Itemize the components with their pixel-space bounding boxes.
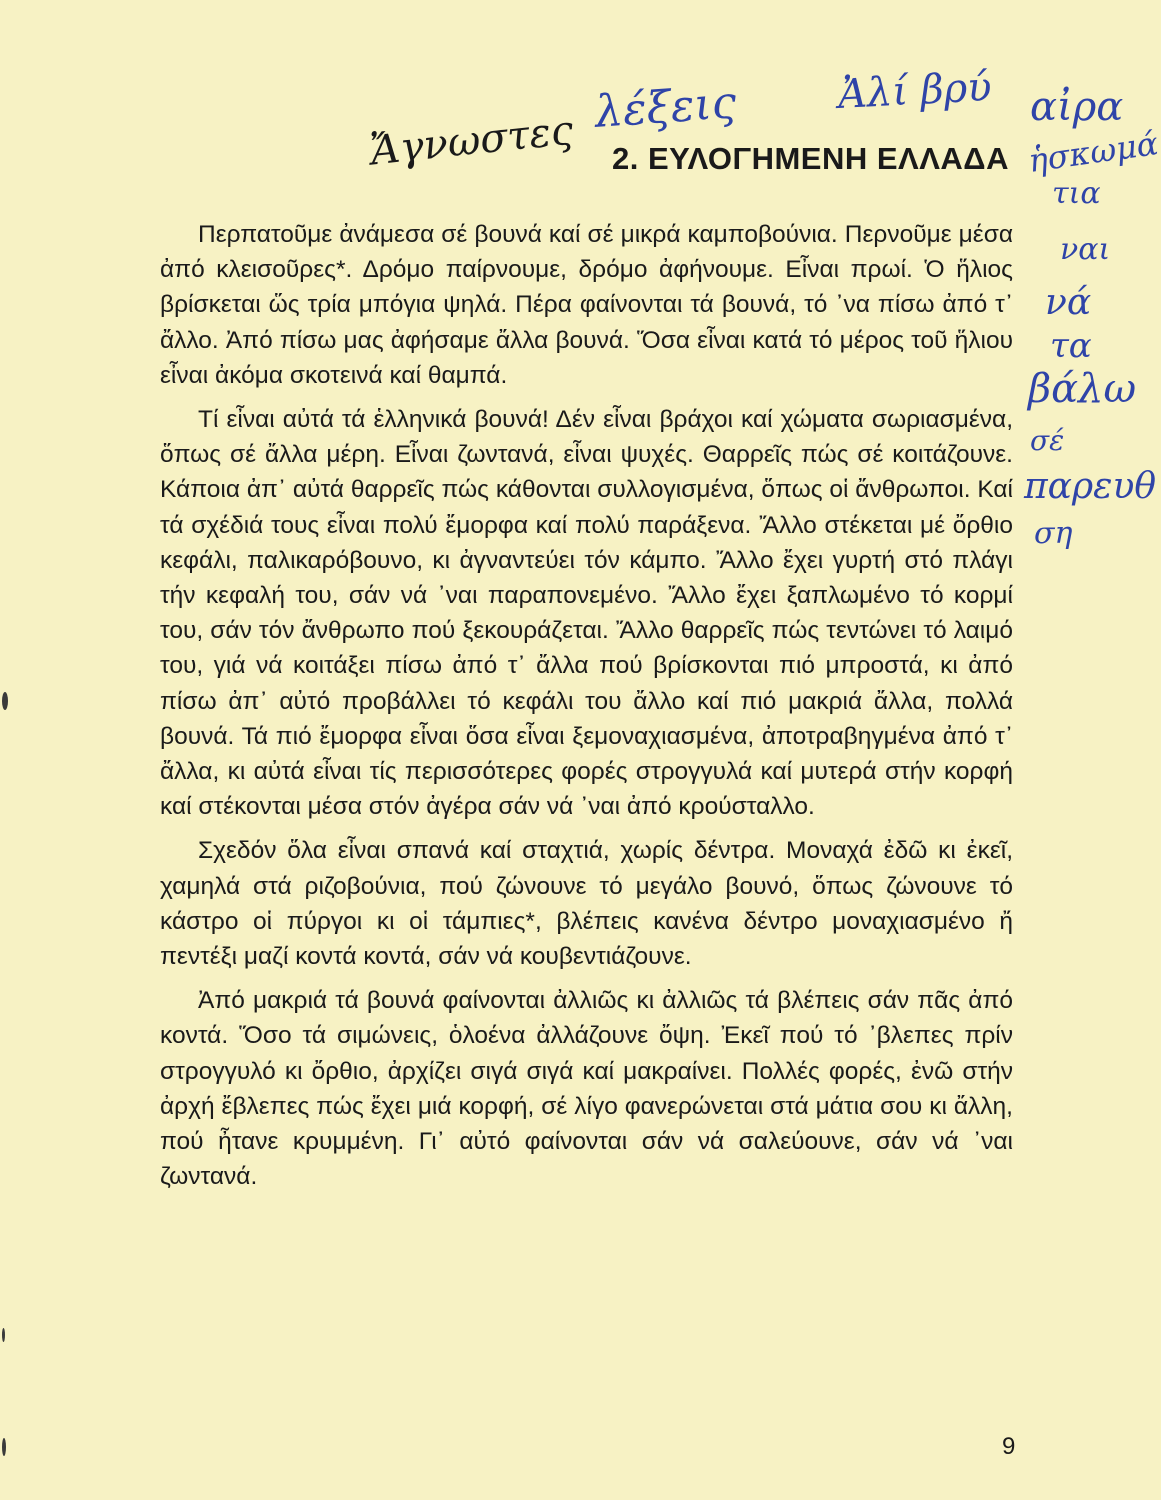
- paragraph: Σχεδόν ὅλα εἶναι σπανά καί σταχτιά, χωρίς δέντρα. Μοναχά ἐδῶ κι ἐκεῖ, χαμηλά στά ριζοβούνια, πού ζώνουνε τό μεγάλο βουνό, ὅπως ζώνουνε τό κάστρο οἱ πύργοι κι οἱ τάμπιες*, βλέπεις κανένα δέντρο μοναχιασμένο ἤ πεντέξι μαζί κοντά κοντά, σάν νά κουβεντιάζουνε.: [160, 837, 1013, 971]
- margin-note-4: ναι: [1060, 232, 1111, 267]
- binding-mark: [2, 692, 8, 710]
- paragraph: Περπατοῦμε ἀνάμεσα σέ βουνά καί σέ μικρά καμποβούνια. Περνοῦμε μέσα ἀπό κλεισοῦρες*. Δρόμο παίρνουμε, δρόμο ἀφήνουμε. Εἶναι πρωί. Ὁ ἥλιος βρίσκεται ὥς τρία μπόγια ψηλά. Πέρα φαίνονται τά βουνά, τό ᾿να πίσω ἀπό τ᾿ ἄλλο. Ἀπό πίσω μας ἀφήσαμε ἄλλα βουνά. Ὅσα εἶναι κατά τό μέρος τοῦ ἥλιου εἶναι ἀκόμα σκοτεινά καί θαμπά.: [160, 221, 1013, 389]
- margin-note-7: βάλω: [1028, 366, 1137, 412]
- margin-note-5: νά: [1045, 282, 1092, 323]
- body-text: [160, 217, 1013, 1203]
- handwritten-note-top-right: Ἀλί βρύ: [836, 64, 993, 118]
- handwritten-note-words: λέξεις: [593, 77, 738, 138]
- margin-note-9: παρευθ: [1024, 466, 1157, 507]
- margin-note-2: ἡσκωμά: [1025, 124, 1161, 180]
- handwritten-note-unknown: Ἄγνωστες: [368, 107, 576, 175]
- binding-mark: [2, 1328, 5, 1342]
- margin-note-8: σέ: [1030, 424, 1065, 457]
- margin-note-6: τα: [1050, 326, 1092, 366]
- paragraph: Τί εἶναι αὐτά τά ἑλληνικά βουνά! Δέν εἶναι βράχοι καί χώματα σωριασμένα, ὅπως σέ ἄλλα μέρη. Εἶναι ζωντανά, εἶναι ψυχές. Θαρρεῖς πώς σέ κοιτάζουνε. Κάποια ἀπ᾿ αὐτά θαρρεῖς πώς κάθονται συλλογισμένα, ὅπως οἱ ἄνθρωποι. Καί τά σχέδιά τους εἶναι πολύ ἔμορφα καί πολύ παράξενα. Ἄλλο στέκεται μέ ὄρθιο κεφάλι, παλικαρόβουνο, κι ἀγναντεύει τόν κάμπο. Ἄλλο ἔχει γυρτή στό πλάγι τήν κεφαλή του, σάν νά ᾿ναι παραπονεμένο. Ἄλλο ἔχει ξαπλωμένο τό κορμί του, σάν τόν ἄνθρωπο πού ξεκουράζεται. Ἄλλο θαρρεῖς πώς τεντώνει τό λαιμό του, γιά νά κοιτάξει πίσω ἀπό τ᾿ ἄλλα πού βρίσκονται πιό μπροστά, κι ἀπό πίσω ἀπ᾿ αὐτό προβάλλει τό κεφάλι του ἄλλο καί πιό μακριά ἄλλα, πολλά βουνά. Τά πιό ἔμορφα εἶναι ὅσα εἶναι ξεμοναχιασμένα, ἀποτραβηγμένα ἀπό τ᾿ ἄλλα, κι αὐτά εἶναι τίς περισσότερες φορές στρογγυλά καί μυτερά στήν κορφή καί στέκονται μέσα στόν ἀγέρα σάν νά ᾿ναι ἀπό κρούσταλλο.: [160, 406, 1013, 821]
- margin-note-1: αἰρα: [1030, 84, 1124, 130]
- chapter-title: 2. ΕΥΛΟΓΗΜΕΝΗ ΕΛΛΑΔΑ: [612, 141, 1009, 176]
- margin-note-10: ση: [1034, 516, 1073, 551]
- binding-mark: [2, 1438, 6, 1456]
- paragraph: Ἀπό μακριά τά βουνά φαίνονται ἀλλιῶς κι ἀλλιῶς τά βλέπεις σάν πᾶς ἀπό κοντά. Ὅσο τά σιμώνεις, ὁλοένα ἀλλάζουνε ὄψη. Ἐκεῖ πού τό ᾿βλεπες πρίν στρογγυλό κι ὄρθιο, ἀρχίζει σιγά σιγά καί μακραίνει. Πολλές φορές, ἐνῶ στήν ἀρχή ἔβλεπες πώς ἔχει μιά κορφή, σέ λίγο φανερώνεται στά μάτια σου κι ἄλλη, πού ἦτανε κρυμμένη. Γι᾿ αὐτό φαίνονται σάν νά σαλεύουνε, σάν νά ᾿ναι ζωντανά.: [160, 987, 1013, 1191]
- margin-note-3: τια: [1052, 176, 1101, 211]
- page-number: 9: [1002, 1433, 1016, 1460]
